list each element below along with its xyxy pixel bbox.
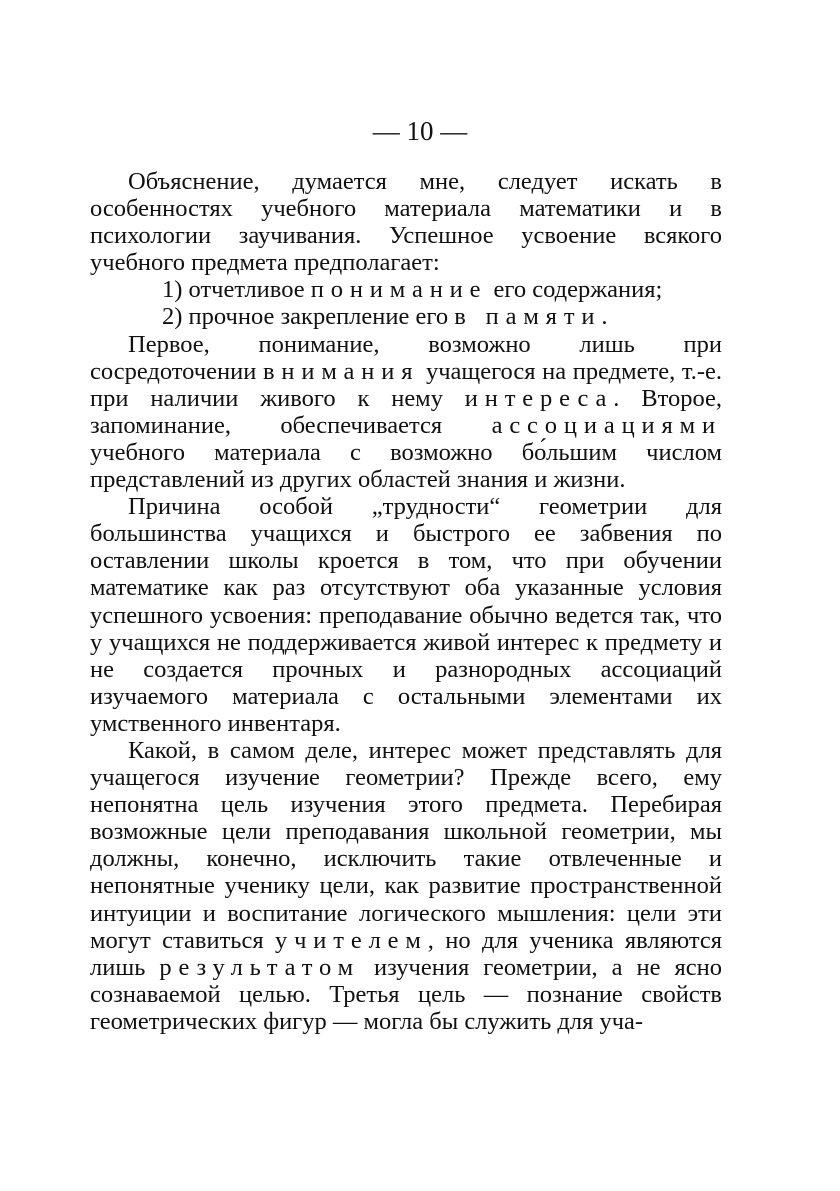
text-run: изучения геометрии, а не ясно сознаваемой целью. Третья цель — познание свойств геометрических фигур — могла бы служить для уча- [90,953,722,1035]
text-run: 1) отчетливое [162,276,311,304]
text-run: Какой, в самом деле, интерес может представлять для учащегося изучение геометрии? Прежде всего, ему непонятна цель изучения этого предмета. Перебирая возможные цели преподавания школьной геометрии, мы должны, конечно, исключить такие отвлеченные и непонятные ученику цели, как развитие пространственной интуиции и воспитание логического мышления: цели эти могут ставиться [90,736,722,954]
paragraph [90,493,722,737]
paragraph [90,331,722,494]
emphasized-word: внимания [262,357,420,385]
emphasized-word: ассоциациями [491,411,722,439]
page-number: — 10 — [372,116,468,146]
emphasized-word: интереса [464,384,614,412]
text-run: Объяснение, думается мне, следует искать в особенностях учебного материала математики и в психологии заучивания. Успешное усвоение всякого учебного предмета предполагает: [90,168,722,277]
text-run: Причина особой „трудности“ геометрии для большинства учащихся и быстрого ее забвения по оставлении школы кроется в том, что при обучении математике как раз отсутствуют оба указанные условия успешного усвоения: преподавание обычно ведется так, что у учащихся не поддерживается живой интерес к предмету и не создается прочных и разнородных ассоциаций изучаемого материала с остальными элементами их умственного инвентаря. [90,493,722,737]
text-run: его содержания; [487,276,663,304]
emphasized-word: результатом [159,953,360,981]
text-run: Первое, понимание, возможно лишь при сосредоточении [90,330,722,385]
paragraph [90,737,722,1035]
text-run: . [601,303,608,331]
numbered-item [90,276,722,303]
text-run: , но для ученика являются лишь [90,926,722,981]
emphasized-word: в памяти [454,303,602,331]
text-run: 2) прочное закрепление его [162,303,455,331]
paragraph [90,168,722,276]
emphasized-word: учителем [275,926,428,954]
text-run: учебного материала с возможно бо́льшим числом представлений из других областей знания и жизни. [90,438,722,494]
emphasized-word: понимание [310,276,488,304]
numbered-item [90,303,722,330]
body-text [90,168,722,1035]
text-run: учащегося на предмете, т.-е. при наличии живого к нему [90,357,722,412]
text-run: . Второе, запоминание, обеспечивается [90,384,723,439]
